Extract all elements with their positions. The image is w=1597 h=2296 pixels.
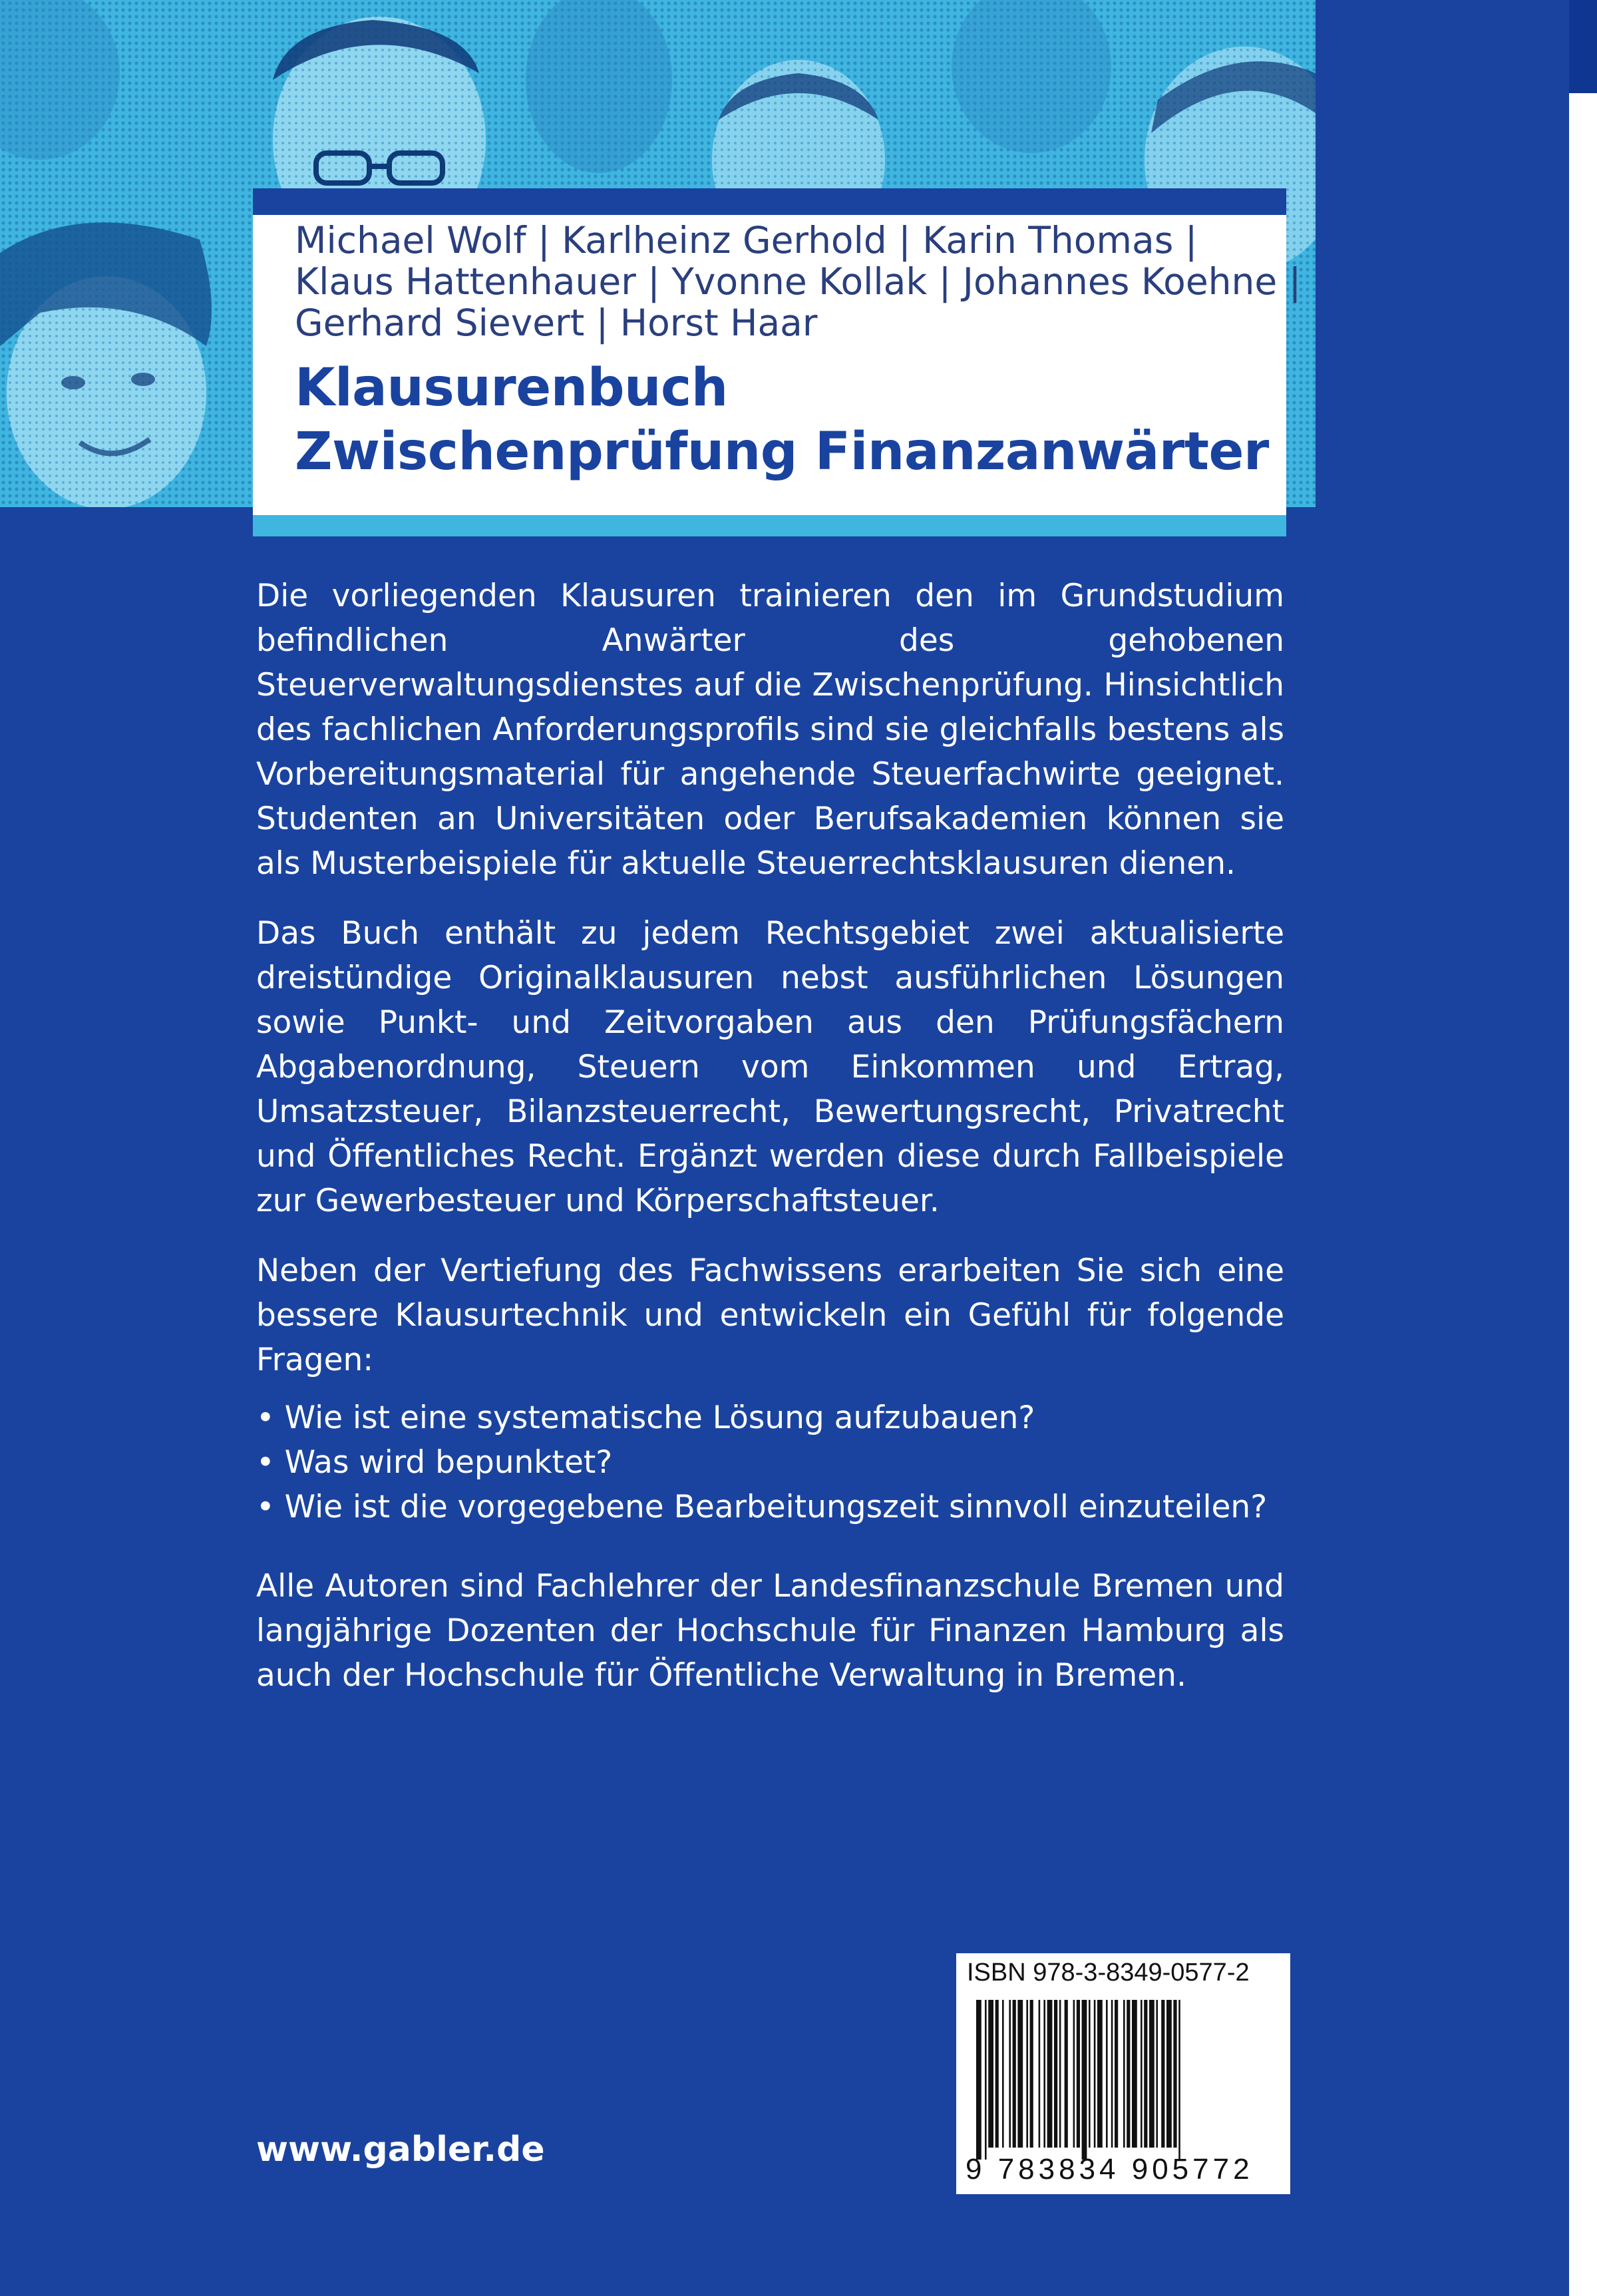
barcode-bar (1054, 2000, 1057, 2148)
barcode-bar (1030, 2000, 1033, 2148)
barcode-bar (1077, 2000, 1080, 2148)
barcode-bar (1111, 2000, 1113, 2148)
author-line: Gerhard Sievert | Horst Haar (295, 301, 818, 344)
barcode (956, 1953, 1290, 2194)
barcode-bar (1173, 2000, 1176, 2148)
barcode-bar (988, 2000, 993, 2148)
barcode-bar (1073, 2000, 1075, 2148)
barcode-bar (1123, 2000, 1125, 2148)
barcode-bar (1097, 2000, 1103, 2148)
barcode-bar (976, 2000, 981, 2160)
author-line: Michael Wolf | Karlheinz Gerhold | Karin Thomas | (295, 219, 1198, 262)
book-title-line: Zwischenprüfung Finanzanwärter (295, 422, 1269, 482)
barcode-bar (1106, 2000, 1108, 2148)
book-title (295, 356, 1293, 484)
barcode-bar (1039, 2000, 1041, 2148)
blurb-paragraph: Neben der Vertiefung des Fachwissens erarbeiten Sie sich eine bessere Klausurtechnik und entwickeln ein Gefühl für folgende Fragen: (256, 1252, 1284, 1378)
barcode-bar (1127, 2000, 1130, 2148)
barcode-bar (1141, 2000, 1143, 2148)
barcode-bar (1026, 2000, 1028, 2148)
blurb (256, 574, 1284, 1723)
barcode-bar (1094, 2000, 1096, 2148)
question-item: • Wie ist eine systematische Lösung aufzubauen? (256, 1396, 1284, 1440)
page-edge (1569, 0, 1597, 2296)
barcode-bar (1178, 2000, 1180, 2160)
barcode-bar (995, 2000, 999, 2148)
barcode-bar (1065, 2000, 1068, 2148)
publisher-url: www.gabler.de (256, 2130, 545, 2170)
barcode-bar (1059, 2000, 1061, 2148)
book-title-line: Klausurenbuch (295, 358, 728, 418)
question-list (256, 1396, 1284, 1529)
barcode-bar (1156, 2000, 1158, 2148)
barcode-bar (1082, 2000, 1087, 2160)
barcode-bar (1089, 2000, 1091, 2148)
barcode-bar (1009, 2000, 1011, 2148)
blurb-paragraph: Das Buch enthält zu jedem Rechtsgebiet zwei aktualisierte dreistündige Originalklausuren nebst ausführlichen Lösungen sowie Punkt- und Zeitvorgaben aus den Prüfungsfächern Abgabenordnung, Steuern vom Einkommen und Ertrag, Umsatzsteuer, Bilanzsteuerrecht, Bewertungsrecht, Privatrecht und Öffentliches Recht. Ergänzt werden diese durch Fallbeispiele zur Gewerbesteuer und Körperschaftsteuer. (256, 915, 1284, 1219)
barcode-bar (1132, 2000, 1137, 2148)
author-list (295, 219, 1302, 344)
barcode-bar (1144, 2000, 1147, 2148)
barcode-bar (1002, 2000, 1004, 2148)
barcode-bar (1043, 2000, 1045, 2148)
author-line: Klaus Hattenhauer | Yvonne Kollak | Johannes Koehne | (295, 260, 1302, 303)
page-edge-shadow (1569, 0, 1597, 93)
barcode-bar (1161, 2000, 1164, 2148)
barcode-bar (1017, 2000, 1023, 2148)
barcode-bar (1047, 2000, 1053, 2148)
isbn-label: ISBN 978-3-8349-0577-2 (967, 1959, 1250, 1987)
blurb-paragraph: Die vorliegenden Klausuren trainieren den im Grundstudium befindlichen Anwärter des gehobenen Steuerverwaltungsdienstes auf die Zwischenprüfung. Hinsichtlich des fachlichen Anforderungsprofils sind sie gleichfalls bestens als Vorbereitungsmaterial für angehende Steuerfachwirte geeignet. Studenten an Universitäten oder Berufsakademien können sie als Musterbeispiele für aktuelle Steuerrechtsklausuren dienen. (256, 578, 1284, 882)
blurb-paragraph: Alle Autoren sind Fachlehrer der Landesfinanzschule Bremen und langjährige Dozenten der Hochschule für Finanzen Hamburg als auch der Hochschule für Öffentliche Verwaltung in Bremen. (256, 1568, 1284, 1694)
question-item: • Was wird bepunktet? (256, 1440, 1284, 1485)
ean-digits: 9 783834 905772 (966, 2153, 1254, 2186)
barcode-bar (985, 2000, 987, 2160)
barcode-bar (1149, 2000, 1154, 2148)
barcode-bar (1166, 2000, 1172, 2148)
question-item: • Wie ist die vorgegebene Bearbeitungszeit sinnvoll einzuteilen? (256, 1485, 1284, 1529)
barcode-bar (1115, 2000, 1118, 2148)
barcode-bar (1013, 2000, 1016, 2148)
